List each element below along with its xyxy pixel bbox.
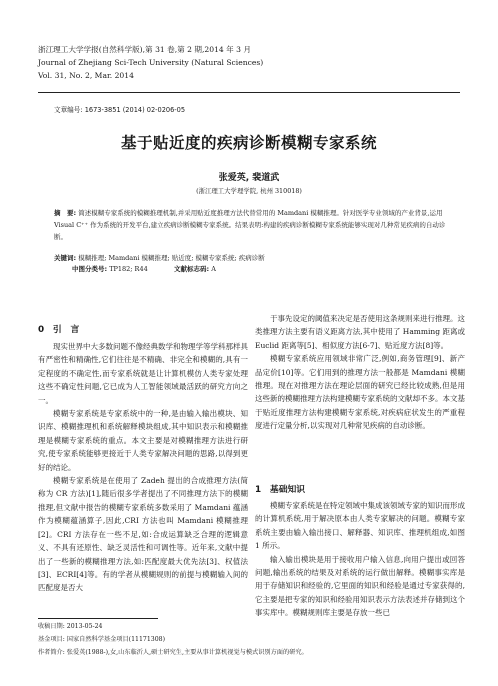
article-id: 文章编号: 1673-3851 (2014) 02-0206-05 <box>54 106 186 114</box>
paragraph: 于事先设定的阈值来决定是否使用这条规则来进行推理。这类推理方法主要有语义距离方法,其中使用了 Hamming 距离或 Euclid 距离等[5]、相似度方法[6-7]、贴近度方法[8]等。 <box>255 314 465 350</box>
footnote-rule <box>38 618 158 619</box>
document-code <box>174 264 216 273</box>
keywords <box>54 252 450 264</box>
header-rule <box>38 92 460 93</box>
affiliation: (浙江理工大学理学院, 杭州 310018) <box>196 187 302 195</box>
abstract-label: 摘 要: <box>54 209 77 217</box>
paragraph: 现实世界中大多数问题不像经典数学和物理学等学科那样具有严密性和精确性,它们往往是不精确、非完全和模糊的,具有一定程度的不确定性,而专家系统就是让计算机模仿人类专家处理这些不确定性问题,它已成为人工智能领域最活跃的研究方向之一。 <box>38 342 248 405</box>
paragraph: 模糊专家系统是专家系统中的一种,是由输入输出模块、知识库、模糊推理机和系统解释模块组成,其中知识表示和模糊推理是模糊专家系统的重点。本文主要是对模糊推理方法进行研究,使专家系统能够更接近于人类专家解决问题的思路,以得到更好的结论。 <box>38 409 248 472</box>
document-code-label: 文献标志码: <box>174 265 210 273</box>
abstract-text: 简述模糊专家系统的模糊推理机制,并采用贴近度推理方法代替常用的 Mamdani 模糊推理。针对医学专业领域的产业背景,运用 Visual C⁺⁺ 作为系统的开发平台,建立疾病诊断模糊专家系统。结果表明:构建的疾病诊断模糊专家系统能够实现对几种常见疾病的自动诊断。 <box>54 209 446 241</box>
footnote-received: 收稿日期: 2013-05-24 <box>38 623 103 630</box>
paragraph: 输入输出模块是用于接收用户输入信息,向用户提出或回答问题,输出系统的结果及对系统的运行做出解释。模糊事实库是用于存储知识和经验的,它里面的知识和经验是通过专家获得的,它主要是把专家的知识和经验用知识表示方法表述并存储到这个事实库中。模糊规则库主要是存放一些已 <box>255 554 465 618</box>
footnote-author: 作者简介: 张爱英(1988-),女,山东临沂人,硕士研究生,主要从事计算机视觉与模式识别方面的研究。 <box>38 649 308 656</box>
abstract <box>54 207 450 243</box>
section-heading-basics: 1 基础知识 <box>255 485 306 495</box>
clc-value: TP182; R44 <box>109 265 148 273</box>
journal-name-cn: 浙江理工大学学报(自然科学版),第 31 卷,第 2 期,2014 年 3 月 <box>38 45 251 54</box>
keywords-text: 模糊推理; Mamdani 模糊推理; 贴近度; 模糊专家系统; 疾病诊断 <box>78 254 265 262</box>
keywords-label: 关键词: <box>54 254 77 262</box>
section-heading-introduction: 0 引 言 <box>38 325 80 335</box>
footnote-fund: 基金项目: 国家自然科学基金项目(11171308) <box>38 636 165 643</box>
clc-number <box>72 264 148 273</box>
authors: 张爱英, 裴道武 <box>218 173 280 183</box>
paragraph: 模糊专家系统是在特定领域中集成该领域专家的知识而形成的计算机系统,用于解决原本由人类专家解决的问题。模糊专家系统主要由输入输出接口、解释器、知识库、推理机组成,如图 1 所示。 <box>255 501 465 551</box>
right-column <box>255 312 465 433</box>
journal-name-en: Journal of Zhejiang Sci-Tech University (Natural Sciences) <box>38 58 264 67</box>
paragraph: 模糊专家系统是在使用了 Zadeh 提出的合成推理方法(简称为 CR 方法)[1],随后很多学者提出了不同推理方法下的模糊推理,但文献中报告的模糊专家系统多数采用了 Mamdani 蕴涵作为模糊蕴涵算子,因此,CRI 方法也叫 Mamdani 模糊推理[2]。CRI 方法存在一些不足,如:合成运算缺乏合理的逻辑意义、不具有还原性、缺乏灵活性和可调性等。近年来,文献中提出了一些新的模糊推理方法,如:匹配度最大优先法[3]、权值法[3]、ECRI[4]等。有的学者从模糊规则的前提与模糊输入间的匹配度是否大 <box>38 476 248 593</box>
right-column-continued <box>255 499 465 620</box>
paragraph: 模糊专家系统应用领域非常广泛,例如,商务管理[9]、新产品定价[10]等。它们用到的推理方法一般都是 Mamdani 模糊推理。现在对推理方法在理论层面的研究已经比较成熟,但是用这些新的模糊推理方法构建模糊专家系统的文献却不多。本文基于贴近度推理方法构建模糊专家系统,对疾病症状发生的严重程度进行定量分析,以实现对几种常见疾病的自动诊断。 <box>255 354 465 431</box>
left-column <box>38 340 248 595</box>
paper-title: 基于贴近度的疾病诊断模糊专家系统 <box>120 134 377 152</box>
journal-volume: Vol. 31, No. 2, Mar. 2014 <box>38 71 134 80</box>
document-code-value: A <box>211 265 216 273</box>
clc-label: 中图分类号: <box>72 265 108 273</box>
